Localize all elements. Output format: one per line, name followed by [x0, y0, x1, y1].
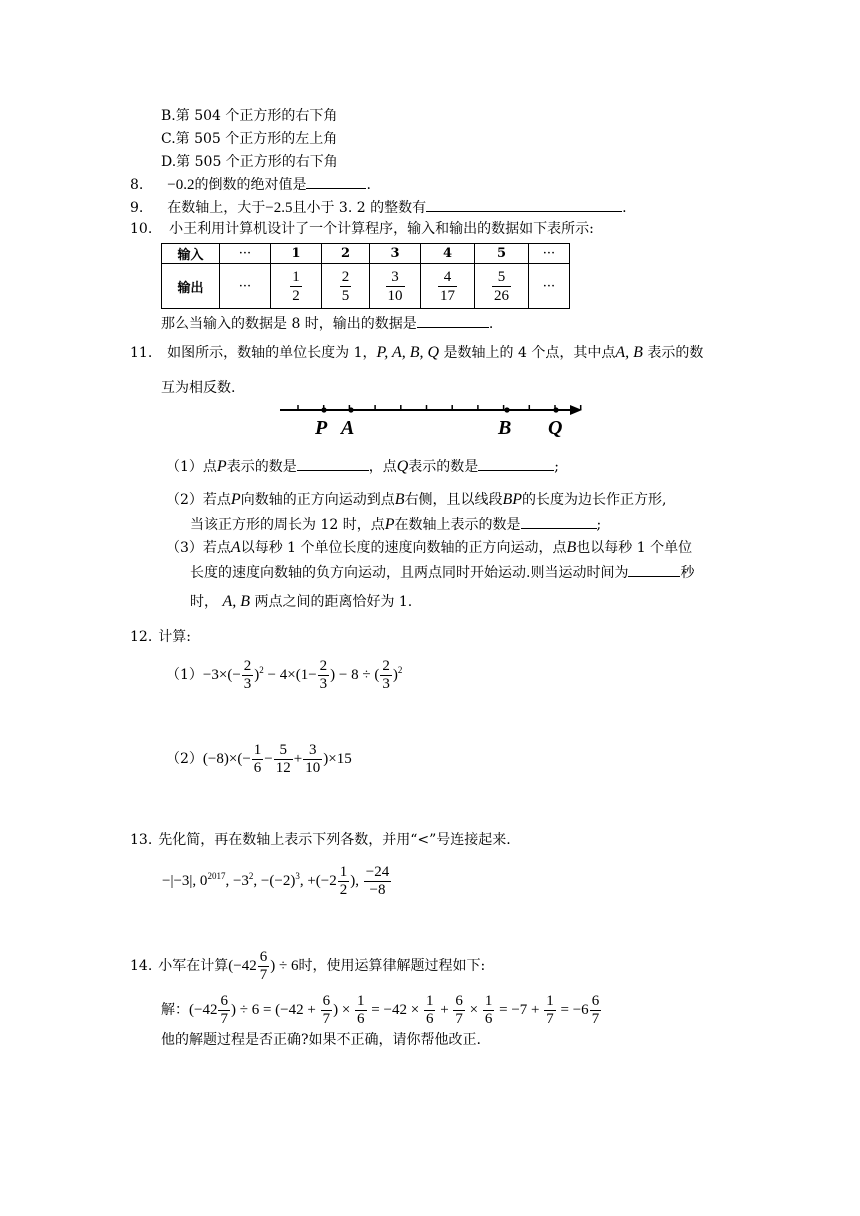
point-p-dot — [321, 407, 326, 412]
question-number: 11. — [130, 345, 153, 361]
ellipsis: ··· — [220, 264, 271, 309]
question-text: 如图所示，数轴的单位长度为 1， — [167, 345, 377, 361]
io-table — [161, 243, 570, 309]
point-b-dot — [504, 407, 509, 412]
input-cell: 2 — [322, 244, 370, 264]
expression-12-2: （2）(−8)×(− $\frac{1}{6}$ − $\frac{5}{12}$ + $\frac{3}{10}$ )×15 — [166, 742, 352, 777]
answer-blank[interactable] — [426, 197, 622, 212]
period: . — [488, 316, 494, 332]
q11-part1: （1）点P表示的数是 ，点Q表示的数是 ; — [166, 458, 559, 475]
question-number: 8. — [130, 177, 144, 193]
point-list: P, A, B, Q — [376, 344, 440, 361]
output-cell: $\frac{2}{5}$ — [322, 264, 370, 309]
expression-13: −|−3|, $0^{2017}$, $-3^2$, $-(-2)^3$, +(−2 $\frac{1}{2}$ ), $\frac{-24}{-8}$ — [162, 864, 390, 899]
label-p: P — [315, 417, 328, 439]
point-q-dot — [553, 407, 558, 412]
number-line — [278, 398, 588, 442]
label-b: B — [498, 417, 512, 439]
q11-part3-end: 时， A, B 两点之间的距离恰好为 1. — [190, 593, 413, 610]
output-cell: $\frac{4}{17}$ — [421, 264, 475, 309]
period: . — [366, 177, 371, 193]
ellipsis: ··· — [529, 244, 570, 264]
output-cell: $\frac{3}{10}$ — [370, 264, 421, 309]
option-d: D.第 505 个正方形的右下角 — [161, 154, 338, 170]
answer-blank[interactable] — [628, 562, 680, 577]
q11-part3: （3）若点A以每秒 1 个单位长度的速度向数轴的正方向运动，点B也以每秒 1 个单位 — [166, 539, 693, 556]
option-b: B.第 504 个正方形的右下角 — [161, 108, 338, 124]
label-a: A — [341, 417, 355, 439]
input-cell: 3 — [370, 244, 421, 264]
question-10-follow — [161, 313, 493, 334]
answer-blank[interactable] — [297, 456, 369, 471]
value: −2.5 — [265, 200, 293, 216]
question-11 — [130, 343, 703, 363]
question-14-prompt: 他的解题过程是否正确?如果不正确，请你帮他改正. — [161, 1032, 481, 1048]
question-14: 14. 小军在计算(−42 $\frac{6}{7}$ ) ÷ 6时，使用运算律解题过程如下: — [130, 949, 486, 984]
question-11-line2: 互为相反数. — [161, 380, 236, 396]
label-q: Q — [548, 417, 563, 439]
output-cell: $\frac{5}{26}$ — [475, 264, 529, 309]
question-number: 10. — [130, 221, 153, 237]
point-pair: A, B — [615, 344, 643, 361]
point-a-dot — [348, 407, 353, 412]
value: −0.2 — [167, 177, 195, 193]
question-text: 那么当输入的数据是 8 时，输出的数据是 — [161, 316, 417, 332]
question-text: 小王利用计算机设计了一个计算程序，输入和输出的数据如下表所示: — [169, 221, 594, 237]
point-p: P — [216, 458, 227, 475]
question-12: 12. 计算: — [130, 629, 191, 645]
question-10 — [130, 219, 594, 239]
question-text: 在数轴上，大于 — [167, 200, 266, 216]
question-9 — [130, 197, 627, 218]
input-cell: 4 — [421, 244, 475, 264]
question-8 — [130, 174, 371, 195]
expression-12-1: （1）−3×(− $\frac{2}{3}$ )$^2$ − 4×(1− $\frac{2}{3}$ ) − 8 ÷ ( $\frac{2}{3}$ )$^2$ — [166, 658, 403, 693]
q11-part2: （2）若点P向数轴的正方向运动到点B右侧，且以线段BP的长度为边长作正方形, — [166, 491, 667, 508]
answer-blank[interactable] — [417, 313, 489, 328]
answer-blank[interactable] — [521, 514, 597, 529]
question-text: 且小于 3. 2 的整数有 — [292, 200, 427, 216]
input-cell: 5 — [475, 244, 529, 264]
question-text: 的倒数的绝对值是 — [194, 177, 307, 193]
output-cell: $\frac{1}{2}$ — [271, 264, 322, 309]
q11-part3-cont: 长度的速度向数轴的负方向运动，且两点同时开始运动.则当运动时间为 秒 — [190, 562, 694, 583]
question-number: 9. — [130, 200, 144, 216]
q11-part2-cont: 当该正方形的周长为 12 时，点P在数轴上表示的数是 ; — [190, 516, 602, 533]
output-label: 输出 — [162, 264, 220, 309]
question-text: 表示的数 — [647, 345, 704, 361]
option-c: C.第 505 个正方形的左上角 — [161, 131, 338, 147]
ellipsis: ··· — [220, 244, 271, 264]
point-q: Q — [396, 458, 409, 475]
ellipsis: ··· — [529, 264, 570, 309]
solution-14: 解：(−42 $\frac{6}{7}$ ) ÷ 6 = (−42 + $\frac{6}{7}$ ) × $\frac{1}{6}$ = −42 × $\frac{1}{6}$ + $\frac{6}{7}$ × $\frac{1}{6}$ = −7 + $\frac{1}{7}$ = −6 $\frac{6}{7}$ — [161, 993, 600, 1028]
input-cell: 1 — [271, 244, 322, 264]
answer-blank[interactable] — [478, 456, 554, 471]
period: . — [622, 200, 627, 216]
input-label: 输入 — [162, 244, 220, 264]
question-13: 13. 先化简，再在数轴上表示下列各数，并用“<”号连接起来. — [130, 832, 511, 848]
answer-blank[interactable] — [306, 174, 366, 189]
question-text: 是数轴上的 4 个点，其中点 — [443, 345, 616, 361]
